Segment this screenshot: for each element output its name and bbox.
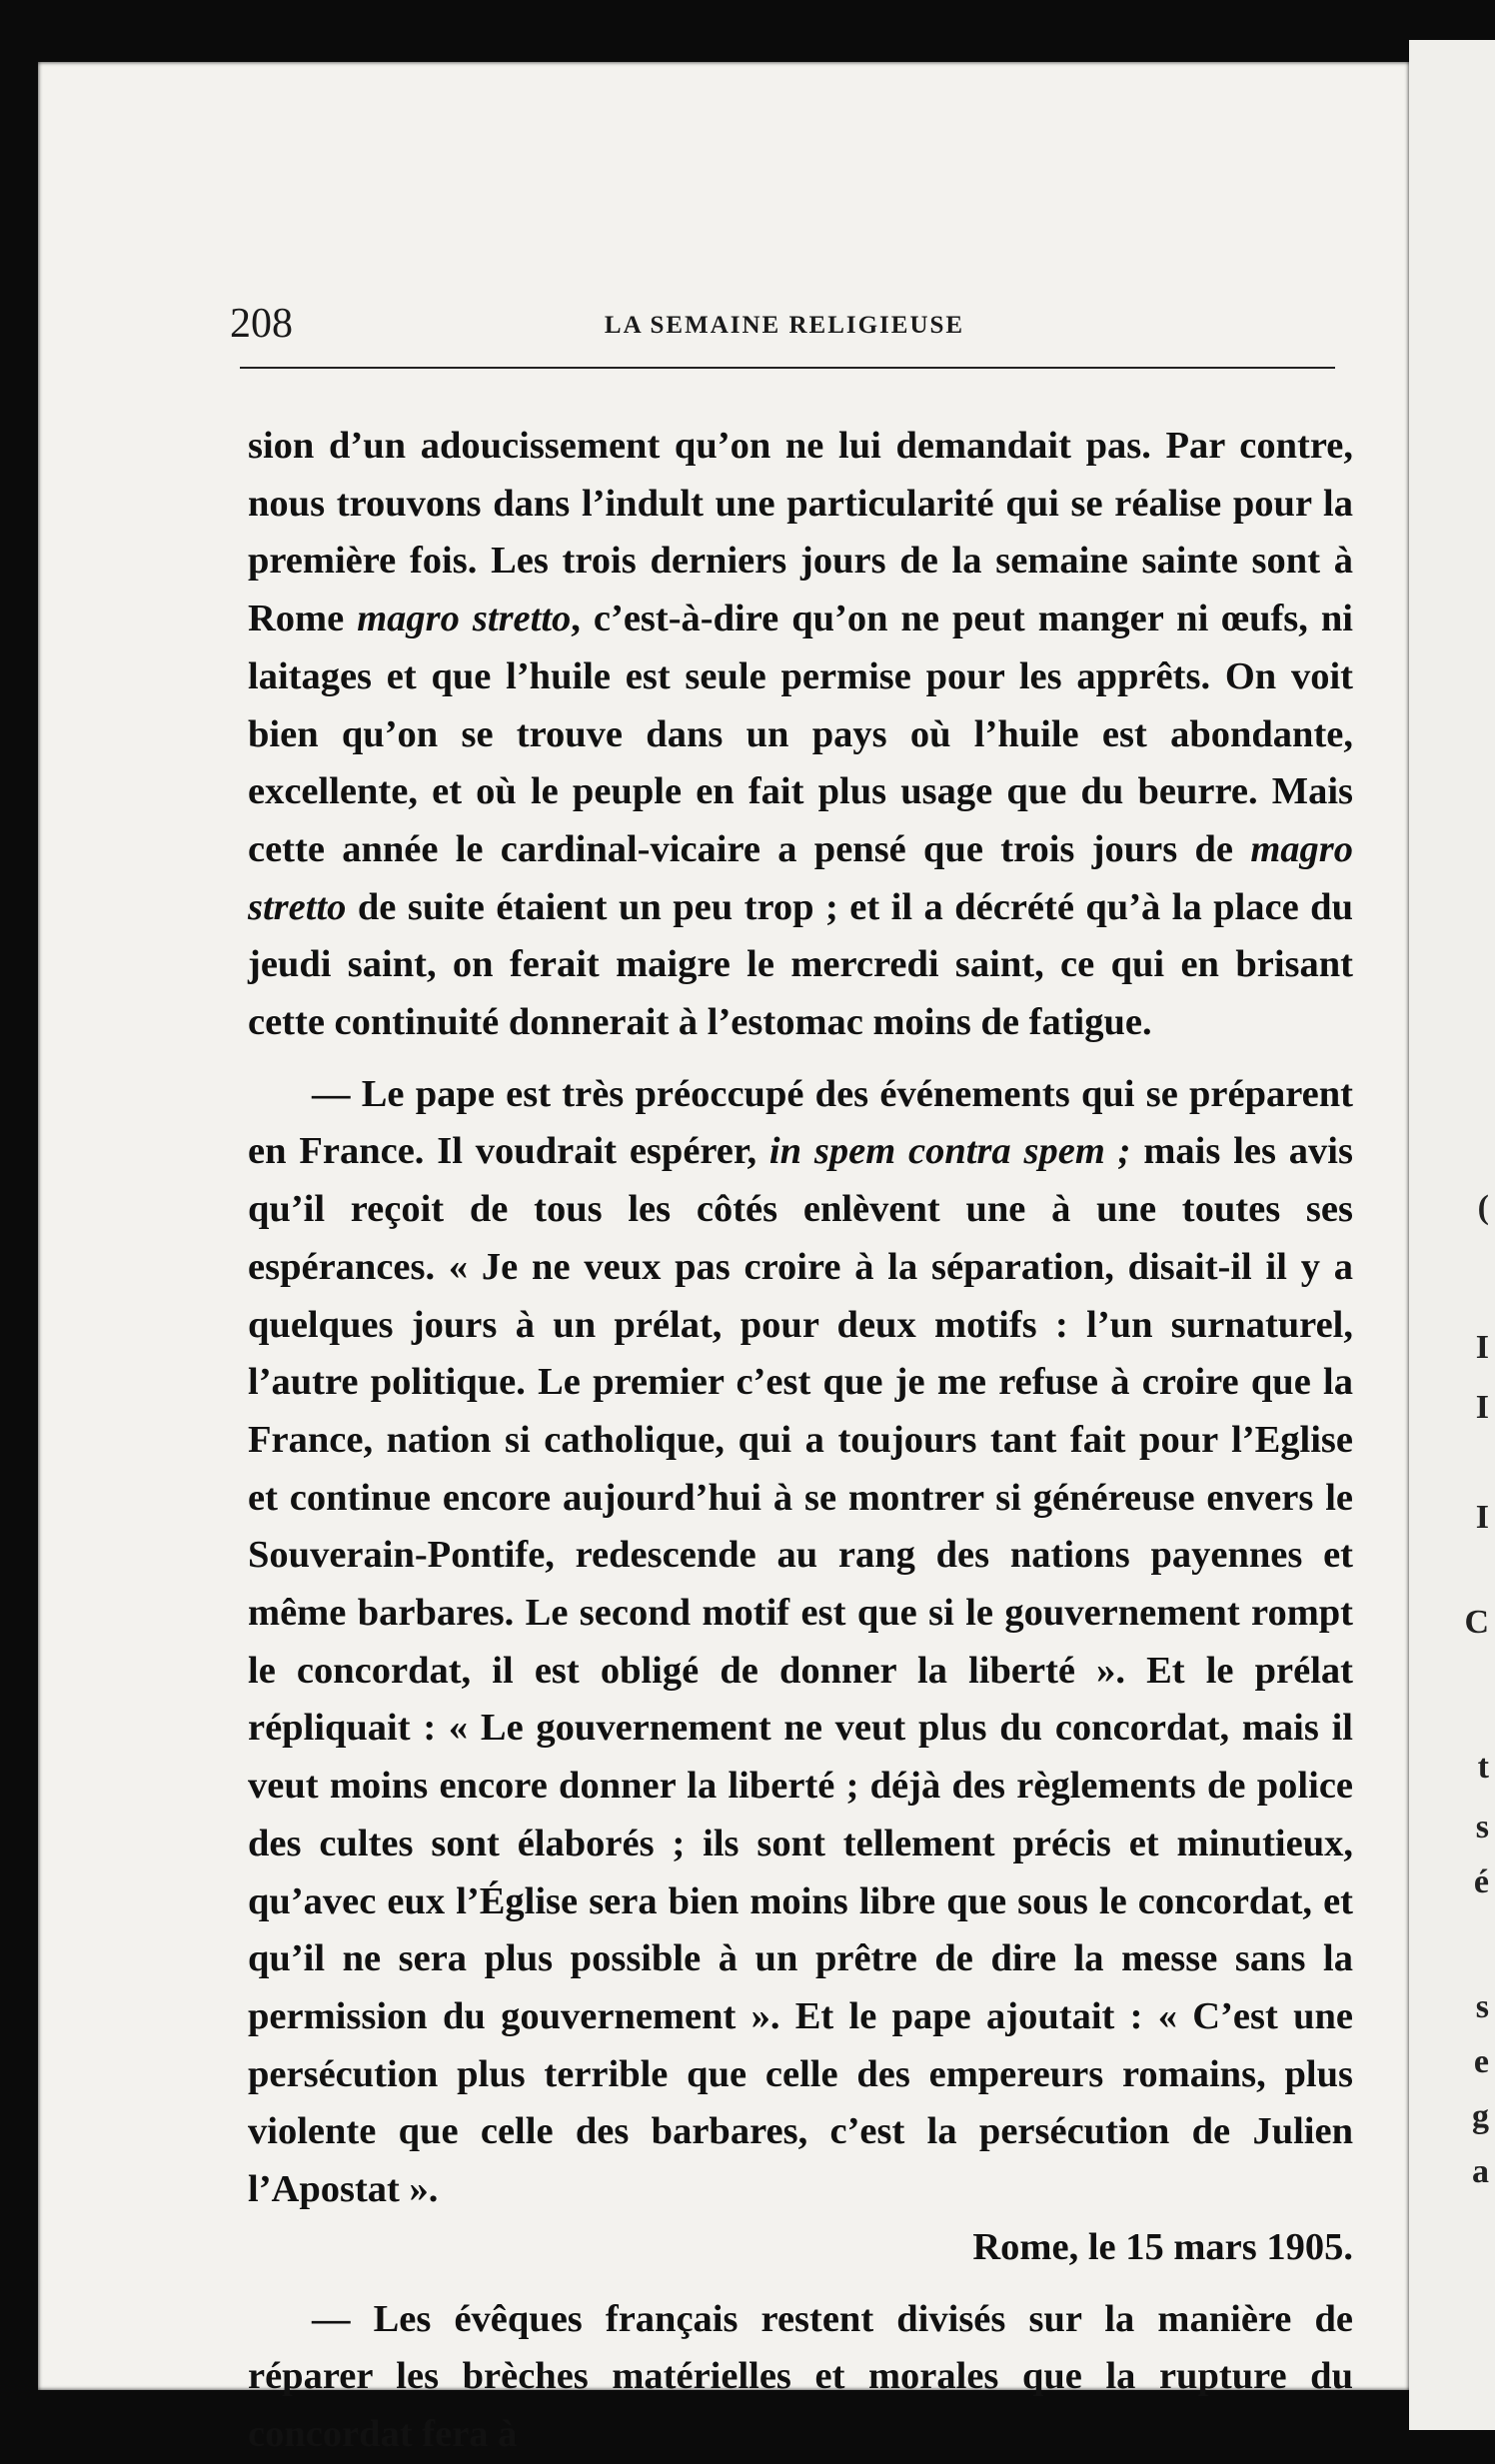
edge-fragment: I <box>1475 1389 1489 1426</box>
italic-text: magro stretto <box>248 827 1353 928</box>
paragraph-2 <box>248 1066 1353 2219</box>
running-title: LA SEMAINE RELIGIEUSE <box>604 312 965 339</box>
paragraph-text: sion d’un adoucissement qu’on ne lui demandait pas. Par contre, nous trouvons dans l’indult une particularité qui se réalise pour la première fois. Les trois derniers jours de la semaine sainte sont à Rome <box>248 425 1353 640</box>
page-number: 208 <box>230 301 293 347</box>
paragraph-1 <box>248 418 1353 1052</box>
edge-fragment: C <box>1464 1604 1489 1641</box>
paragraph-text: , c’est-à-dire qu’on ne peut manger ni œufs, ni laitages et que l’huile est seule permise pour les apprêts. On voit bien qu’on se trouve dans un pays où l’huile est abondante, excellente, et où le peuple en fait plus usage que du beurre. Mais cette année le cardinal-vicaire a pensé que trois jours de <box>248 598 1354 870</box>
adjacent-page-edge <box>1409 40 1495 2430</box>
paragraph-text: de suite étaient un peu trop ; et il a décrété qu’à la place du jeudi saint, on ferait maigre le mercredi saint, ce qui en brisant cette continuité donnerait à l’estomac moins de fatigue. <box>248 885 1353 1044</box>
paragraph-3 <box>248 2291 1353 2464</box>
edge-fragment: e <box>1473 2043 1489 2080</box>
edge-fragment: g <box>1472 2098 1489 2135</box>
body-text <box>248 418 1353 2464</box>
edge-fragment: s <box>1475 1809 1489 1846</box>
header-rule <box>240 367 1335 369</box>
page-header <box>230 300 1339 360</box>
edge-fragment: s <box>1475 1988 1489 2025</box>
edge-fragment: ( <box>1477 1189 1489 1226</box>
paragraph-text: — Les évêques français restent divisés sur la manière de réparer les brèches matérielles et morales que la rupture du concordat fera à <box>248 2297 1353 2455</box>
edge-fragment: a <box>1472 2153 1489 2190</box>
italic-text: in spem contra spem ; <box>768 1130 1131 1173</box>
edge-fragment: é <box>1473 1863 1489 1900</box>
paragraph-text: — Le pape est très préoccupé des événements qui se préparent en France. Il voudrait espérer, <box>248 1072 1353 1173</box>
edge-fragment: t <box>1477 1749 1489 1786</box>
edge-fragment: I <box>1475 1499 1489 1536</box>
italic-text: magro stretto <box>357 598 572 640</box>
signature-dateline: Rome, le 15 mars 1905. <box>972 2225 1353 2268</box>
paragraph-text: mais les avis qu’il reçoit de tous les côtés enlèvent une à une toutes ses espérances. « Je ne veux pas croire à la séparation, disait-il il y a quelques jours à un prélat, pour deux motifs : l’un surnaturel, l’autre politique. Le premier c’est que je me refuse à croire que la France, nation si catholique, qui a toujours tant fait pour l’Eglise et continue encore aujourd’hui à se montrer si généreuse envers le Souverain-Pontife, redescende au rang des nations payennes et même barbares. Le second motif est que si le gouvernement rompt le concordat, il est obligé de donner la liberté ». Et le prélat répliquait : « Le gouvernement ne veut plus du concordat, mais il veut moins encore donner la liberté ; déjà des règlements de police des cultes sont élaborés ; ils sont tellement précis et minutieux, qu’avec eux l’Église sera bien moins libre que sous le concordat, et qu’il ne sera plus possible à un prêtre de dire la messe sans la permission du gouvernement ». Et le pape ajoutait : « C’est une persécution plus terrible que celle des empereurs romains, plus violente que celle des barbares, c’est la persécution de Julien l’Apostat ». <box>248 1130 1353 2211</box>
edge-fragment: I <box>1475 1329 1489 1366</box>
